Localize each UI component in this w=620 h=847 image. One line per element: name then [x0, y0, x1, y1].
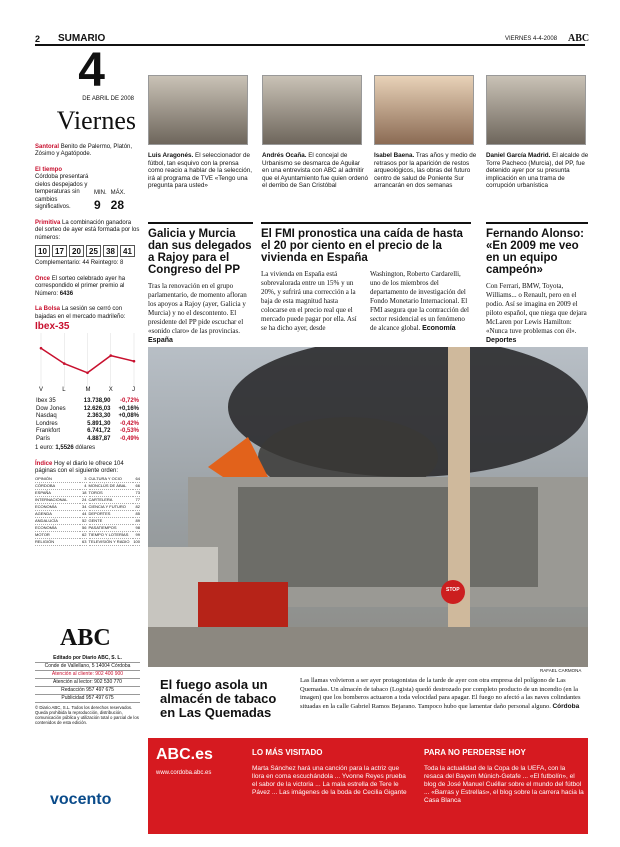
most-viewed-text[interactable]: Marta Sánchez hará una canción para la actriz que llora en coma escuchándola ... Yvonne Reyes prueba el sabor de la victoria ... La mala estrella de Tere le Pávez ... Las imágenes de la boda de Cecilia Gigante	[252, 765, 407, 796]
indice-page: 66	[133, 482, 140, 489]
lotto-numbers	[35, 245, 140, 257]
top-rule	[35, 34, 585, 46]
bolsa-label: La Bolsa	[35, 306, 61, 312]
euro-rate: 1 euro: 1,5526 dólares	[35, 445, 96, 451]
primitiva-text: La combinación ganadora del sorteo de ayer está formada por los números:	[35, 219, 140, 241]
index-value: 5.891,30	[87, 420, 111, 427]
bottom-banner	[148, 738, 588, 834]
weather-text: Córdoba presentará cielos despejados y temperaturas sin cambios significativos.	[35, 174, 89, 210]
indice-section: ESPAÑA	[35, 489, 80, 496]
portrait-caption: Luis Aragonés. El seleccionador de fútbol, tan esquivo con la prensa como reacio a hablar de la selección, irá al programa de TVE «Tengo una pregunta para usted»	[148, 152, 252, 190]
story-body: Tras la renovación en el grupo parlamentario, de momento afloran los apoyos a Rajoy (ayer, Galicia y Murcia) y no el descontento. El presidente del PP pide escuchar el «sonido claro» de las provincias. España	[148, 282, 247, 344]
indice-section: TELEVISIÓN Y RADIO	[89, 538, 133, 545]
indice-page: 85	[133, 510, 140, 517]
indice-page: 64	[133, 476, 140, 483]
fire-photo	[148, 347, 588, 667]
dont-miss-title: PARA NO PERDERSE HOY	[424, 748, 526, 757]
indice-row	[89, 503, 141, 510]
indice-section: TIEMPO Y LOTERÍAS	[89, 531, 133, 538]
indice-section: AGENDA	[35, 510, 80, 517]
indice-row	[89, 531, 141, 538]
indice	[35, 461, 140, 476]
abc-es-logo[interactable]: ABC.es	[156, 746, 213, 763]
weather-label: El tiempo	[35, 166, 63, 173]
story-title[interactable]: Galicia y Murcia dan sus delegados a Rajoy para el Congreso del PP	[148, 228, 252, 276]
santoral	[35, 144, 140, 159]
indice-page: 34	[82, 503, 87, 509]
index-row	[35, 406, 140, 414]
index-change: -0,53%	[119, 428, 139, 434]
indice-row	[35, 489, 87, 496]
index-change: -0,72%	[119, 398, 139, 404]
page-number: 2	[35, 34, 41, 44]
indice-row	[35, 496, 87, 503]
weather-min: MIN. 9	[94, 190, 107, 212]
header-brand: ABC	[568, 33, 590, 44]
indice-section: MOTOR	[35, 531, 80, 538]
ibex-point	[86, 371, 89, 374]
indice-page: 73	[133, 489, 140, 496]
indice-section: CARTELERA	[89, 496, 133, 503]
bolsa-text: La sesión se cerró con bajadas en el mercado madrileño:	[35, 306, 126, 320]
indice-section: CULTURA Y OCIO	[89, 476, 133, 483]
ibex-point	[133, 360, 136, 363]
chart-tick-label: L	[62, 387, 66, 393]
indice-page: 44	[82, 510, 87, 516]
indice-page: 77	[133, 496, 140, 503]
index-table	[35, 398, 140, 443]
indice-section: DEPORTES	[89, 510, 133, 517]
indice-page: 24	[82, 496, 87, 502]
index-name: Nasdaq	[36, 413, 57, 419]
indice-section: MONCLÚS DE ÁBAL	[89, 482, 133, 489]
site-url[interactable]: www.cordoba.abc.es	[156, 770, 212, 776]
ibex-chart	[35, 321, 140, 396]
once-text: El sorteo celebrado ayer ha correspondido el primer premio al Número:	[35, 275, 126, 297]
indice-row	[89, 510, 141, 517]
indice-page: 18	[82, 489, 87, 495]
header-date: VIERNES 4-4-2008	[505, 36, 558, 42]
index-name: Frankfort	[36, 428, 61, 434]
indice-section: ECONOMÍA	[35, 524, 80, 531]
santoral-label: Santoral	[35, 143, 60, 150]
dont-miss	[424, 748, 584, 805]
portrait-caption: Daniel García Madrid. El alcalde de Torre Pacheco (Murcia), del PP, fue detenido ayer por su presunta implicación en una trama de corrupción urbanística	[486, 152, 589, 190]
portrait-photo	[262, 75, 362, 145]
chart-tick-label: X	[108, 387, 113, 393]
index-row	[35, 436, 140, 444]
indice-row	[89, 538, 141, 545]
index-name: Ibex 35	[36, 398, 56, 404]
most-viewed	[252, 748, 412, 797]
index-value: 4.887,87	[87, 435, 111, 442]
indice-page: 99	[133, 531, 140, 538]
lotto-number: 10	[35, 245, 50, 257]
indice-section: CIENCIA Y FUTURO	[89, 503, 133, 510]
index-value: 6.741,72	[87, 428, 111, 434]
primitiva-label: Primitiva	[35, 219, 61, 226]
indice-row	[35, 538, 87, 545]
story-title[interactable]: El FMI pronostica una caída de hasta el 20 por ciento en el precio de la vivienda en España	[261, 228, 463, 264]
index-row	[35, 428, 140, 436]
portrait-photo	[148, 75, 248, 145]
indice-page: 52	[82, 517, 87, 523]
indice-page: 62	[82, 531, 87, 537]
indice-page: 56	[82, 524, 87, 530]
primitiva	[35, 220, 140, 268]
fire-headline[interactable]: El fuego asola un almacén de tabaco en Las Quemadas	[160, 677, 277, 720]
index-change: -0,49%	[119, 435, 139, 442]
story-spain[interactable]	[148, 222, 253, 345]
ibex-point	[40, 347, 43, 350]
indice-page: 89	[133, 517, 140, 524]
vocento-logo: vocento	[50, 791, 112, 808]
indice-table	[35, 476, 140, 546]
index-value: 13.738,90	[83, 398, 111, 404]
portrait-caption: Andrés Ocaña. El concejal de Urbanismo se desmarca de Aguilar en una entrevista con ABC al admitir que el Ayuntamiento fue quien ordenó el derribo de San Cristóbal	[262, 152, 368, 190]
chart-tick-label: M	[85, 387, 91, 393]
section-title: SUMARIO	[58, 33, 106, 44]
story-economy[interactable]	[261, 222, 471, 333]
indice-section: CÓRDOBA	[35, 482, 80, 489]
indice-section: INTERNACIONAL	[35, 496, 80, 503]
indice-page: 4	[80, 482, 86, 489]
indice-label: Índice	[35, 460, 53, 467]
weather-max: MÁX. 28	[110, 190, 126, 212]
primitiva-extra: Complementario: 44 Reintegro: 8	[35, 260, 124, 266]
weather	[35, 167, 140, 212]
index-row	[35, 421, 140, 429]
story-body: La vivienda en España está sobrevalorada entre un 15% y un 20%, y sufrirá una corrección a la baja de esta magnitud hasta colocarse en el precio real que el mercado puede pagar por ella. Así se ha dicho ayer, desde Washington, Roberto Cardarelli, uno de los miembros del departamento de investigación del Fondo Monetario Internacional. El FMI asegura que la contracción del sector residencial es un fenómeno de alcance global. Economía	[261, 270, 469, 332]
once	[35, 276, 140, 299]
indice-page: 82	[133, 503, 140, 510]
photo-credit: RAFAEL CARMONA	[540, 668, 582, 673]
indice-row	[89, 524, 141, 531]
stop-sign: STOP	[446, 587, 460, 593]
indice-text: Hoy el diario le ofrece 104 páginas con el siguiente orden:	[35, 460, 124, 474]
indice-row	[35, 510, 87, 517]
index-row	[35, 413, 140, 421]
santoral-text: Benito de Palermo, Platón, Zósimo y Agatópode.	[35, 143, 133, 157]
date-text: DE ABRIL DE 2008	[82, 96, 134, 102]
once-label: Once	[35, 275, 51, 282]
story-sports[interactable]	[486, 222, 588, 345]
index-name: Londres	[36, 420, 58, 427]
indice-row	[89, 489, 141, 496]
credits: Editado por Diario ABC, S. L. Conde de Vallellano, 5 14004 Córdoba Atención al cliente: 902 400 900 Atención al lector: 902 530 770 Redacción 957 497 675 Publicidad 957 497 675 © Diario ABC, S.L. Todos los derechos reservados. Queda prohibida la reproducción, distribución, comunicación pública y utilización total o parcial de los contenidos de esta edición.	[35, 655, 139, 725]
indice-row	[35, 503, 87, 510]
indice-page: 63	[82, 538, 87, 544]
most-viewed-title: LO MÁS VISITADO	[252, 748, 323, 757]
index-value: 2.363,30	[87, 413, 111, 419]
indice-page: 3	[80, 476, 86, 483]
ibex-point	[63, 362, 66, 365]
indice-section: PASATIEMPOS	[89, 524, 133, 531]
lotto-number: 25	[86, 245, 101, 257]
lotto-number: 17	[52, 245, 67, 257]
indice-section: OPINIÓN	[35, 476, 80, 483]
abc-logo: ABC	[60, 625, 111, 651]
lotto-number: 38	[103, 245, 118, 257]
chart-title: Ibex-35	[35, 321, 70, 332]
indice-row	[89, 517, 141, 524]
portrait-caption: Isabel Baena. Tras años y medio de retrasos por la aparición de restos arqueológicos, las obras del futuro centro de salud de Poniente Sur arrancarán en dos semanas	[374, 152, 477, 190]
day-number: 4	[78, 44, 105, 97]
bolsa	[35, 306, 140, 321]
index-row	[35, 398, 140, 406]
indice-section: RELIGIÓN	[35, 538, 80, 545]
indice-section: ECONOMÍA	[35, 503, 80, 510]
story-body: Con Ferrari, BMW, Toyota, Williams... o Renault, pero en el podio. Así se imagina en 2009 el piloto español, que niega que dejara McLaren por Lewis Hamilton: «Nunca tuve problemas con él». Deportes	[486, 282, 587, 344]
left-column	[35, 44, 140, 546]
index-name: París	[36, 435, 51, 442]
index-change: +0,16%	[118, 405, 139, 412]
chart-tick-label: J	[132, 387, 135, 393]
indice-section: GENTE	[89, 517, 133, 524]
once-number: 6436	[59, 290, 74, 297]
lotto-number: 41	[120, 245, 135, 257]
index-value: 12.626,03	[83, 405, 111, 412]
indice-page: 100	[133, 538, 140, 544]
fire-body: Las llamas volvieron a ser ayer protagonistas de la tarde de ayer con otra empresa del polígono de Las Quemadas. Un almacén de tabaco (Logista) quedó destrozado por completo producto de un incendio (en la imagen) que los bomberos actuaron a toda velocidad para apagar. El fuego no afectó a las naves colindantes situadas en la calle Gabriel Ramos Bejarano. Tampoco hubo que lamentar daño personal alguno. Córdoba	[300, 677, 581, 710]
index-change: +0,08%	[118, 413, 139, 419]
lotto-number: 20	[69, 245, 84, 257]
index-change: -0,42%	[119, 420, 139, 427]
fire-scene	[148, 347, 588, 667]
indice-row	[89, 482, 141, 489]
indice-row	[35, 517, 87, 524]
weekday: Viernes	[56, 105, 136, 135]
chart-tick-label: V	[39, 387, 44, 393]
index-name: Dow Jones	[36, 405, 66, 412]
indice-section: TOROS	[89, 489, 133, 496]
indice-row	[35, 482, 87, 489]
indice-row	[89, 496, 141, 503]
indice-section: ANDALUCÍA	[35, 517, 80, 524]
portraits	[148, 75, 588, 145]
indice-row	[35, 531, 87, 538]
portrait-photo	[374, 75, 474, 145]
portrait-photo	[486, 75, 586, 145]
story-title[interactable]: Fernando Alonso: «En 2009 me veo en un equipo campeón»	[486, 228, 584, 276]
indice-page: 98	[133, 524, 140, 531]
ibex-point	[109, 354, 112, 357]
indice-row	[35, 524, 87, 531]
dont-miss-text[interactable]: Toda la actualidad de la Copa de la UEFA, con la resaca del Bayern Múnich-Getafe ... «El futbolín», el blog de José Manuel Cuéllar sobre el mundo del fútbol ... «Barras y Estrellas», el blog sobre la carrera hacia la Casa Blanca	[424, 765, 584, 804]
